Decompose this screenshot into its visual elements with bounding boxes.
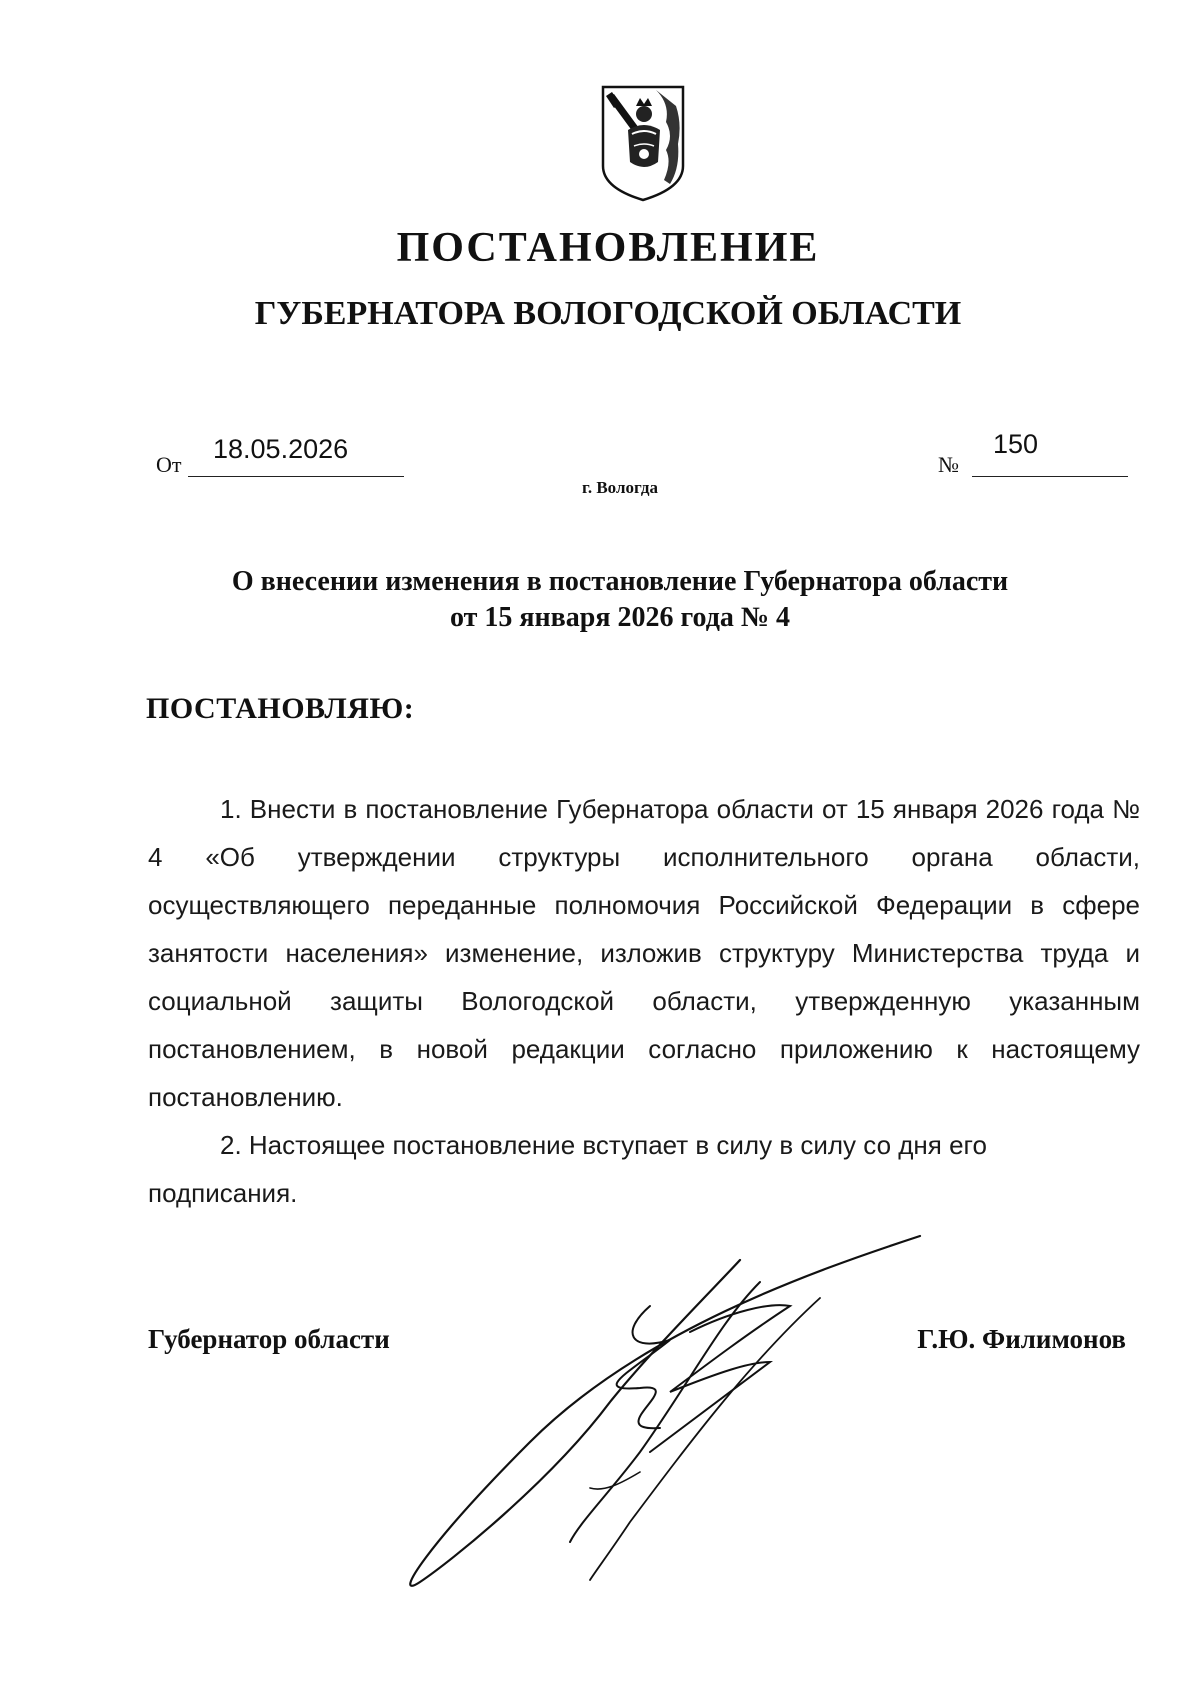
signer-position: Губернатор области (148, 1324, 390, 1354)
number-prefix: № (938, 452, 959, 477)
paragraph-2: 2. Настоящее постановление вступает в силу в силу со дня его подписания. (148, 1130, 987, 1208)
document-number: 150 (993, 429, 1039, 459)
number-underline (972, 476, 1128, 477)
coat-of-arms-icon (600, 84, 686, 202)
subject-line-2: от 15 января 2026 года № 4 (449, 602, 791, 633)
document-city: г. Вологда (582, 478, 658, 497)
date-underline (188, 476, 404, 477)
document-body (148, 785, 1140, 1217)
document-date: 18.05.2026 (213, 434, 349, 464)
subject-line-1: О внесении изменения в постановление Губернатора области (231, 566, 1009, 597)
handwritten-signature (390, 1222, 930, 1602)
paragraph-1: 1. Внести в постановление Губернатора области от 15 января 2026 года № 4 «Об утверждении структуры исполнительного органа области, осуществляющего переданные полномочия Российской Федерации в сфере занятости населения» изменение, изложив структуру Министерства труда и социальной защиты Вологодской области, утвержденную указанным постановлением, в новой редакции согласно приложению к настоящему постановлению. (148, 794, 1140, 1112)
decree-word: ПОСТАНОВЛЯЮ: (146, 692, 415, 725)
date-prefix: От (156, 452, 182, 477)
document-subtitle: ГУБЕРНАТОРА ВОЛОГОДСКОЙ ОБЛАСТИ (254, 295, 962, 332)
document-title: ПОСТАНОВЛЕНИЕ (396, 225, 820, 271)
signer-name: Г.Ю. Филимонов (917, 1324, 1126, 1354)
document-subject (0, 564, 1200, 636)
